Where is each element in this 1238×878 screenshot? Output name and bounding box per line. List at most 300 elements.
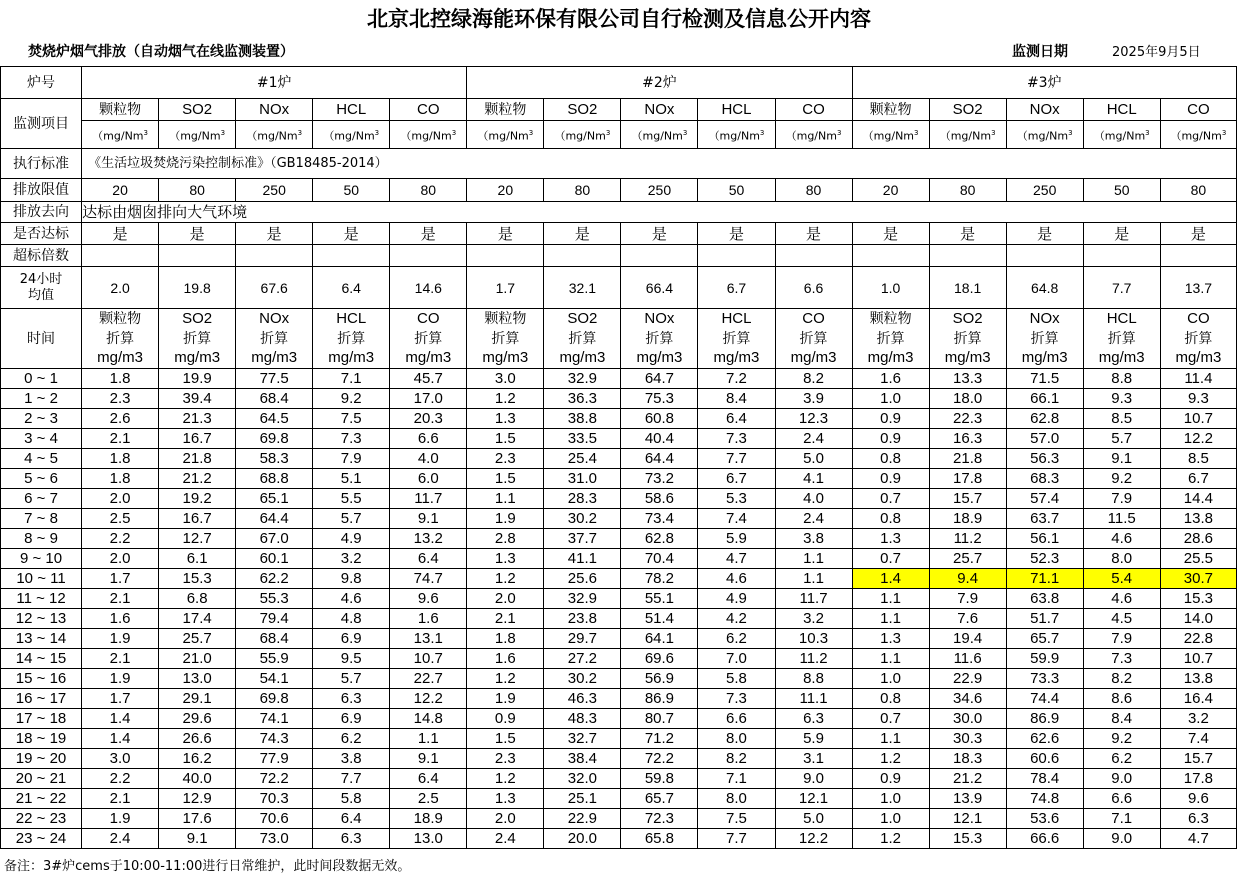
value-cell: 1.3 (852, 529, 929, 549)
value-cell: 78.4 (1006, 769, 1083, 789)
average-value: 6.7 (698, 267, 775, 309)
value-cell: 73.0 (236, 829, 313, 849)
value-cell: 1.2 (467, 669, 544, 689)
value-cell: 22.7 (390, 669, 467, 689)
table-row (1, 389, 1237, 409)
conversion-label: 折算 (544, 329, 621, 349)
value-cell: 31.0 (544, 469, 621, 489)
limit-value: 250 (621, 179, 698, 202)
time-cell: 7 ~ 8 (1, 509, 82, 529)
table-row (1, 689, 1237, 709)
conversion-label: 折算 (929, 329, 1006, 349)
value-cell: 2.8 (467, 529, 544, 549)
time-label: 时间 (1, 309, 82, 369)
value-cell: 5.0 (775, 449, 852, 469)
value-cell: 58.6 (621, 489, 698, 509)
value-cell: 27.2 (544, 649, 621, 669)
value-cell: 56.9 (621, 669, 698, 689)
value-cell: 57.0 (1006, 429, 1083, 449)
unit-text: （mg/Nm (785, 129, 837, 143)
value-cell: 4.0 (390, 449, 467, 469)
value-cell: 74.3 (236, 729, 313, 749)
conversion-unit: mg/m3 (236, 349, 313, 369)
time-cell: 12 ~ 13 (1, 609, 82, 629)
unit-cell (621, 121, 698, 149)
standard-text: 《生活垃圾焚烧污染控制标准》（GB18485-2014） (82, 149, 1237, 179)
exceed-value (544, 245, 621, 267)
furnace-2-header: #2炉 (467, 67, 852, 99)
value-cell: 5.8 (698, 669, 775, 689)
value-cell: 8.8 (1083, 369, 1160, 389)
value-cell: 2.5 (390, 789, 467, 809)
value-cell: 5.7 (313, 509, 390, 529)
average-label-line1: 24小时 (19, 271, 63, 287)
value-cell: 4.7 (1160, 829, 1236, 849)
unit-row (1, 121, 1237, 149)
conversion-pollutant: NOx (621, 309, 698, 329)
conversion-unit: mg/m3 (621, 349, 698, 369)
conversion-unit: mg/m3 (544, 349, 621, 369)
value-cell: 71.5 (1006, 369, 1083, 389)
value-cell: 7.5 (698, 809, 775, 829)
value-cell: 1.5 (467, 729, 544, 749)
value-cell: 7.3 (313, 429, 390, 449)
conversion-pollutant: 颗粒物 (82, 309, 159, 329)
value-cell: 1.5 (467, 469, 544, 489)
table-row (1, 469, 1237, 489)
value-cell: 2.4 (82, 829, 159, 849)
value-cell: 21.8 (929, 449, 1006, 469)
value-cell: 45.7 (390, 369, 467, 389)
value-cell: 6.3 (775, 709, 852, 729)
value-cell: 2.3 (467, 749, 544, 769)
unit-superscript: 3 (143, 128, 148, 137)
value-cell: 0.9 (852, 409, 929, 429)
value-cell: 1.8 (82, 449, 159, 469)
value-cell: 1.1 (852, 609, 929, 629)
value-cell: 0.9 (852, 429, 929, 449)
time-cell: 10 ~ 11 (1, 569, 82, 589)
value-cell: 38.4 (544, 749, 621, 769)
time-cell: 15 ~ 16 (1, 669, 82, 689)
value-cell: 25.1 (544, 789, 621, 809)
value-cell: 1.1 (852, 589, 929, 609)
value-cell: 7.9 (1083, 629, 1160, 649)
value-cell: 70.6 (236, 809, 313, 829)
conversion-label: 折算 (1006, 329, 1083, 349)
value-cell: 2.5 (82, 509, 159, 529)
unit-cell (852, 121, 929, 149)
value-cell: 7.1 (313, 369, 390, 389)
value-cell: 12.7 (159, 529, 236, 549)
value-cell: 16.3 (929, 429, 1006, 449)
average-value: 2.0 (82, 267, 159, 309)
unit-text: （mg/Nm (708, 129, 760, 143)
pollutant-header: SO2 (929, 99, 1006, 121)
furnace-header-row (1, 67, 1237, 99)
value-cell: 4.6 (1083, 529, 1160, 549)
average-value: 66.4 (621, 267, 698, 309)
value-cell: 19.4 (929, 629, 1006, 649)
value-cell: 64.4 (236, 509, 313, 529)
value-cell: 30.0 (929, 709, 1006, 729)
time-cell: 8 ~ 9 (1, 529, 82, 549)
value-cell: 73.2 (621, 469, 698, 489)
value-cell: 9.0 (1083, 829, 1160, 849)
value-cell: 1.9 (82, 809, 159, 829)
unit-cell (467, 121, 544, 149)
value-cell: 80.7 (621, 709, 698, 729)
value-cell: 9.2 (313, 389, 390, 409)
value-cell: 62.2 (236, 569, 313, 589)
value-cell: 0.7 (852, 549, 929, 569)
value-cell: 11.7 (390, 489, 467, 509)
conversion-pollutant: CO (775, 309, 852, 329)
exceed-row (1, 245, 1237, 267)
value-cell: 25.5 (1160, 549, 1236, 569)
value-cell: 0.7 (852, 489, 929, 509)
value-cell: 3.9 (775, 389, 852, 409)
value-cell: 55.1 (621, 589, 698, 609)
value-cell: 22.9 (929, 669, 1006, 689)
value-cell: 15.7 (1160, 749, 1236, 769)
conversion-label: 折算 (775, 329, 852, 349)
time-cell: 18 ~ 19 (1, 729, 82, 749)
value-cell: 5.4 (1083, 569, 1160, 589)
table-row (1, 489, 1237, 509)
value-cell: 1.1 (775, 569, 852, 589)
value-cell: 18.9 (929, 509, 1006, 529)
unit-superscript: 3 (528, 128, 534, 137)
value-cell: 1.8 (82, 369, 159, 389)
value-cell: 2.6 (82, 409, 159, 429)
value-cell: 11.5 (1083, 509, 1160, 529)
value-cell: 65.7 (1006, 629, 1083, 649)
value-cell: 7.7 (313, 769, 390, 789)
pollutant-header: 颗粒物 (82, 99, 159, 121)
value-cell: 5.0 (775, 809, 852, 829)
table-row (1, 609, 1237, 629)
value-cell: 13.1 (390, 629, 467, 649)
value-cell: 12.1 (775, 789, 852, 809)
value-cell: 5.3 (698, 489, 775, 509)
conversion-label: 折算 (313, 329, 390, 349)
exceed-value (698, 245, 775, 267)
time-cell: 17 ~ 18 (1, 709, 82, 729)
time-cell: 22 ~ 23 (1, 809, 82, 829)
value-cell: 63.7 (1006, 509, 1083, 529)
unit-cell (775, 121, 852, 149)
value-cell: 4.6 (698, 569, 775, 589)
value-cell: 32.9 (544, 369, 621, 389)
value-cell: 1.9 (467, 689, 544, 709)
value-cell: 6.4 (390, 769, 467, 789)
value-cell: 3.8 (775, 529, 852, 549)
time-cell: 1 ~ 2 (1, 389, 82, 409)
value-cell: 21.0 (159, 649, 236, 669)
value-cell: 71.1 (1006, 569, 1083, 589)
value-cell: 1.1 (852, 649, 929, 669)
item-label: 监测项目 (1, 99, 82, 149)
value-cell: 0.8 (852, 509, 929, 529)
value-cell: 6.7 (1160, 469, 1236, 489)
value-cell: 73.3 (1006, 669, 1083, 689)
pollutant-header: HCL (698, 99, 775, 121)
compliant-value: 是 (313, 223, 390, 245)
value-cell: 15.3 (1160, 589, 1236, 609)
table-row (1, 369, 1237, 389)
pollutant-header: CO (1160, 99, 1236, 121)
value-cell: 21.2 (929, 769, 1006, 789)
unit-superscript: 3 (297, 128, 303, 137)
value-cell: 51.4 (621, 609, 698, 629)
value-cell: 60.8 (621, 409, 698, 429)
compliant-value: 是 (698, 223, 775, 245)
value-cell: 55.3 (236, 589, 313, 609)
unit-superscript: 3 (220, 128, 226, 137)
value-cell: 2.0 (467, 589, 544, 609)
value-cell: 66.6 (1006, 829, 1083, 849)
conversion-unit: mg/m3 (82, 349, 159, 369)
exceed-value (390, 245, 467, 267)
value-cell: 6.3 (1160, 809, 1236, 829)
value-cell: 41.1 (544, 549, 621, 569)
value-cell: 9.6 (1160, 789, 1236, 809)
value-cell: 30.7 (1160, 569, 1236, 589)
unit-text: （mg/Nm (246, 129, 298, 143)
unit-cell (236, 121, 313, 149)
value-cell: 71.2 (621, 729, 698, 749)
unit-text: （mg/Nm (323, 129, 375, 143)
value-cell: 11.4 (1160, 369, 1236, 389)
value-cell: 0.9 (852, 769, 929, 789)
pollutant-header: NOx (1006, 99, 1083, 121)
value-cell: 14.4 (1160, 489, 1236, 509)
conversion-pollutant: SO2 (544, 309, 621, 329)
furnace-label: 炉号 (1, 67, 82, 99)
value-cell: 1.0 (852, 789, 929, 809)
value-cell: 9.2 (1083, 469, 1160, 489)
value-cell: 7.3 (698, 689, 775, 709)
standard-row (1, 149, 1237, 179)
value-cell: 7.4 (698, 509, 775, 529)
unit-cell (544, 121, 621, 149)
value-cell: 2.3 (82, 389, 159, 409)
value-cell: 21.3 (159, 409, 236, 429)
value-cell: 1.7 (82, 569, 159, 589)
table-row (1, 829, 1237, 849)
value-cell: 2.1 (82, 589, 159, 609)
unit-text: （mg/Nm (631, 129, 683, 143)
compliant-value: 是 (775, 223, 852, 245)
conversion-pollutant: NOx (236, 309, 313, 329)
value-cell: 7.9 (1083, 489, 1160, 509)
value-cell: 4.9 (313, 529, 390, 549)
value-cell: 16.2 (159, 749, 236, 769)
exceed-label: 超标倍数 (1, 245, 82, 267)
limit-value: 80 (929, 179, 1006, 202)
direction-text: 达标由烟囱排向大气环境 (82, 202, 1237, 223)
value-cell: 59.8 (621, 769, 698, 789)
unit-superscript: 3 (605, 128, 611, 137)
value-cell: 1.5 (467, 429, 544, 449)
conversion-pollutant: HCL (698, 309, 775, 329)
value-cell: 1.8 (467, 629, 544, 649)
footnote: 备注：3#炉cems于10:00-11:00进行日常维护，此时间段数据无效。 (4, 859, 411, 874)
value-cell: 77.9 (236, 749, 313, 769)
value-cell: 2.1 (467, 609, 544, 629)
compliant-row (1, 223, 1237, 245)
value-cell: 0.8 (852, 449, 929, 469)
value-cell: 6.3 (313, 829, 390, 849)
table-row (1, 509, 1237, 529)
average-label-line2: 均值 (28, 287, 55, 303)
table-row (1, 749, 1237, 769)
value-cell: 5.9 (698, 529, 775, 549)
unit-cell (1006, 121, 1083, 149)
conversion-label: 折算 (852, 329, 929, 349)
value-cell: 5.8 (313, 789, 390, 809)
value-cell: 20.3 (390, 409, 467, 429)
value-cell: 9.0 (1083, 769, 1160, 789)
value-cell: 8.6 (1083, 689, 1160, 709)
value-cell: 9.8 (313, 569, 390, 589)
value-cell: 6.3 (313, 689, 390, 709)
conversion-header-row (1, 309, 1237, 329)
time-cell: 23 ~ 24 (1, 829, 82, 849)
value-cell: 1.6 (390, 609, 467, 629)
value-cell: 3.8 (313, 749, 390, 769)
value-cell: 9.1 (390, 509, 467, 529)
pollutant-header: HCL (1083, 99, 1160, 121)
average-value: 6.6 (775, 267, 852, 309)
value-cell: 17.6 (159, 809, 236, 829)
value-cell: 14.8 (390, 709, 467, 729)
value-cell: 30.2 (544, 509, 621, 529)
value-cell: 2.3 (467, 449, 544, 469)
unit-cell (1083, 121, 1160, 149)
pollutant-header: 颗粒物 (852, 99, 929, 121)
table-row (1, 409, 1237, 429)
value-cell: 2.0 (82, 489, 159, 509)
value-cell: 38.8 (544, 409, 621, 429)
value-cell: 16.7 (159, 509, 236, 529)
value-cell: 30.3 (929, 729, 1006, 749)
value-cell: 10.7 (1160, 409, 1236, 429)
value-cell: 2.1 (82, 649, 159, 669)
exceed-value (236, 245, 313, 267)
value-cell: 4.0 (775, 489, 852, 509)
exceed-value (621, 245, 698, 267)
value-cell: 7.9 (929, 589, 1006, 609)
value-cell: 19.2 (159, 489, 236, 509)
limit-value: 250 (1006, 179, 1083, 202)
conversion-pollutant: NOx (1006, 309, 1083, 329)
conversion-unit: mg/m3 (467, 349, 544, 369)
value-cell: 1.1 (852, 729, 929, 749)
value-cell: 64.4 (621, 449, 698, 469)
unit-cell (82, 121, 159, 149)
value-cell: 72.2 (236, 769, 313, 789)
value-cell: 4.5 (1083, 609, 1160, 629)
value-cell: 32.9 (544, 589, 621, 609)
table-row (1, 669, 1237, 689)
table-row (1, 589, 1237, 609)
value-cell: 7.0 (698, 649, 775, 669)
unit-superscript: 3 (1145, 128, 1150, 137)
average-row (1, 267, 1237, 309)
value-cell: 56.3 (1006, 449, 1083, 469)
table-row (1, 709, 1237, 729)
value-cell: 60.1 (236, 549, 313, 569)
exceed-value (159, 245, 236, 267)
value-cell: 69.8 (236, 429, 313, 449)
value-cell: 28.3 (544, 489, 621, 509)
value-cell: 1.0 (852, 389, 929, 409)
conversion-label: 折算 (698, 329, 775, 349)
limit-value: 80 (390, 179, 467, 202)
value-cell: 36.3 (544, 389, 621, 409)
value-cell: 75.3 (621, 389, 698, 409)
pollutant-header: CO (775, 99, 852, 121)
value-cell: 6.7 (698, 469, 775, 489)
compliant-value: 是 (1083, 223, 1160, 245)
time-cell: 16 ~ 17 (1, 689, 82, 709)
value-cell: 11.7 (775, 589, 852, 609)
unit-text: （mg/Nm (862, 129, 915, 143)
value-cell: 3.0 (82, 749, 159, 769)
value-cell: 62.8 (1006, 409, 1083, 429)
value-cell: 3.2 (313, 549, 390, 569)
unit-superscript: 3 (682, 128, 688, 137)
time-cell: 13 ~ 14 (1, 629, 82, 649)
value-cell: 29.7 (544, 629, 621, 649)
time-cell: 9 ~ 10 (1, 549, 82, 569)
value-cell: 1.1 (390, 729, 467, 749)
value-cell: 6.9 (313, 629, 390, 649)
value-cell: 2.1 (82, 429, 159, 449)
value-cell: 4.6 (1083, 589, 1160, 609)
value-cell: 69.8 (236, 689, 313, 709)
time-cell: 2 ~ 3 (1, 409, 82, 429)
value-cell: 10.7 (1160, 649, 1236, 669)
conversion-label: 折算 (467, 329, 544, 349)
value-cell: 64.1 (621, 629, 698, 649)
value-cell: 1.6 (82, 609, 159, 629)
time-cell: 21 ~ 22 (1, 789, 82, 809)
unit-text: （mg/Nm (169, 129, 221, 143)
value-cell: 6.6 (1083, 789, 1160, 809)
value-cell: 68.3 (1006, 469, 1083, 489)
exceed-value (852, 245, 929, 267)
compliant-value: 是 (929, 223, 1006, 245)
unit-cell (698, 121, 775, 149)
value-cell: 48.3 (544, 709, 621, 729)
pollutant-header-row (1, 99, 1237, 121)
value-cell: 4.9 (698, 589, 775, 609)
unit-cell (313, 121, 390, 149)
value-cell: 21.8 (159, 449, 236, 469)
value-cell: 1.3 (467, 549, 544, 569)
value-cell: 4.6 (313, 589, 390, 609)
value-cell: 11.2 (775, 649, 852, 669)
value-cell: 7.3 (698, 429, 775, 449)
pollutant-header: NOx (621, 99, 698, 121)
value-cell: 13.8 (1160, 509, 1236, 529)
table-row (1, 809, 1237, 829)
time-cell: 0 ~ 1 (1, 369, 82, 389)
average-value: 32.1 (544, 267, 621, 309)
